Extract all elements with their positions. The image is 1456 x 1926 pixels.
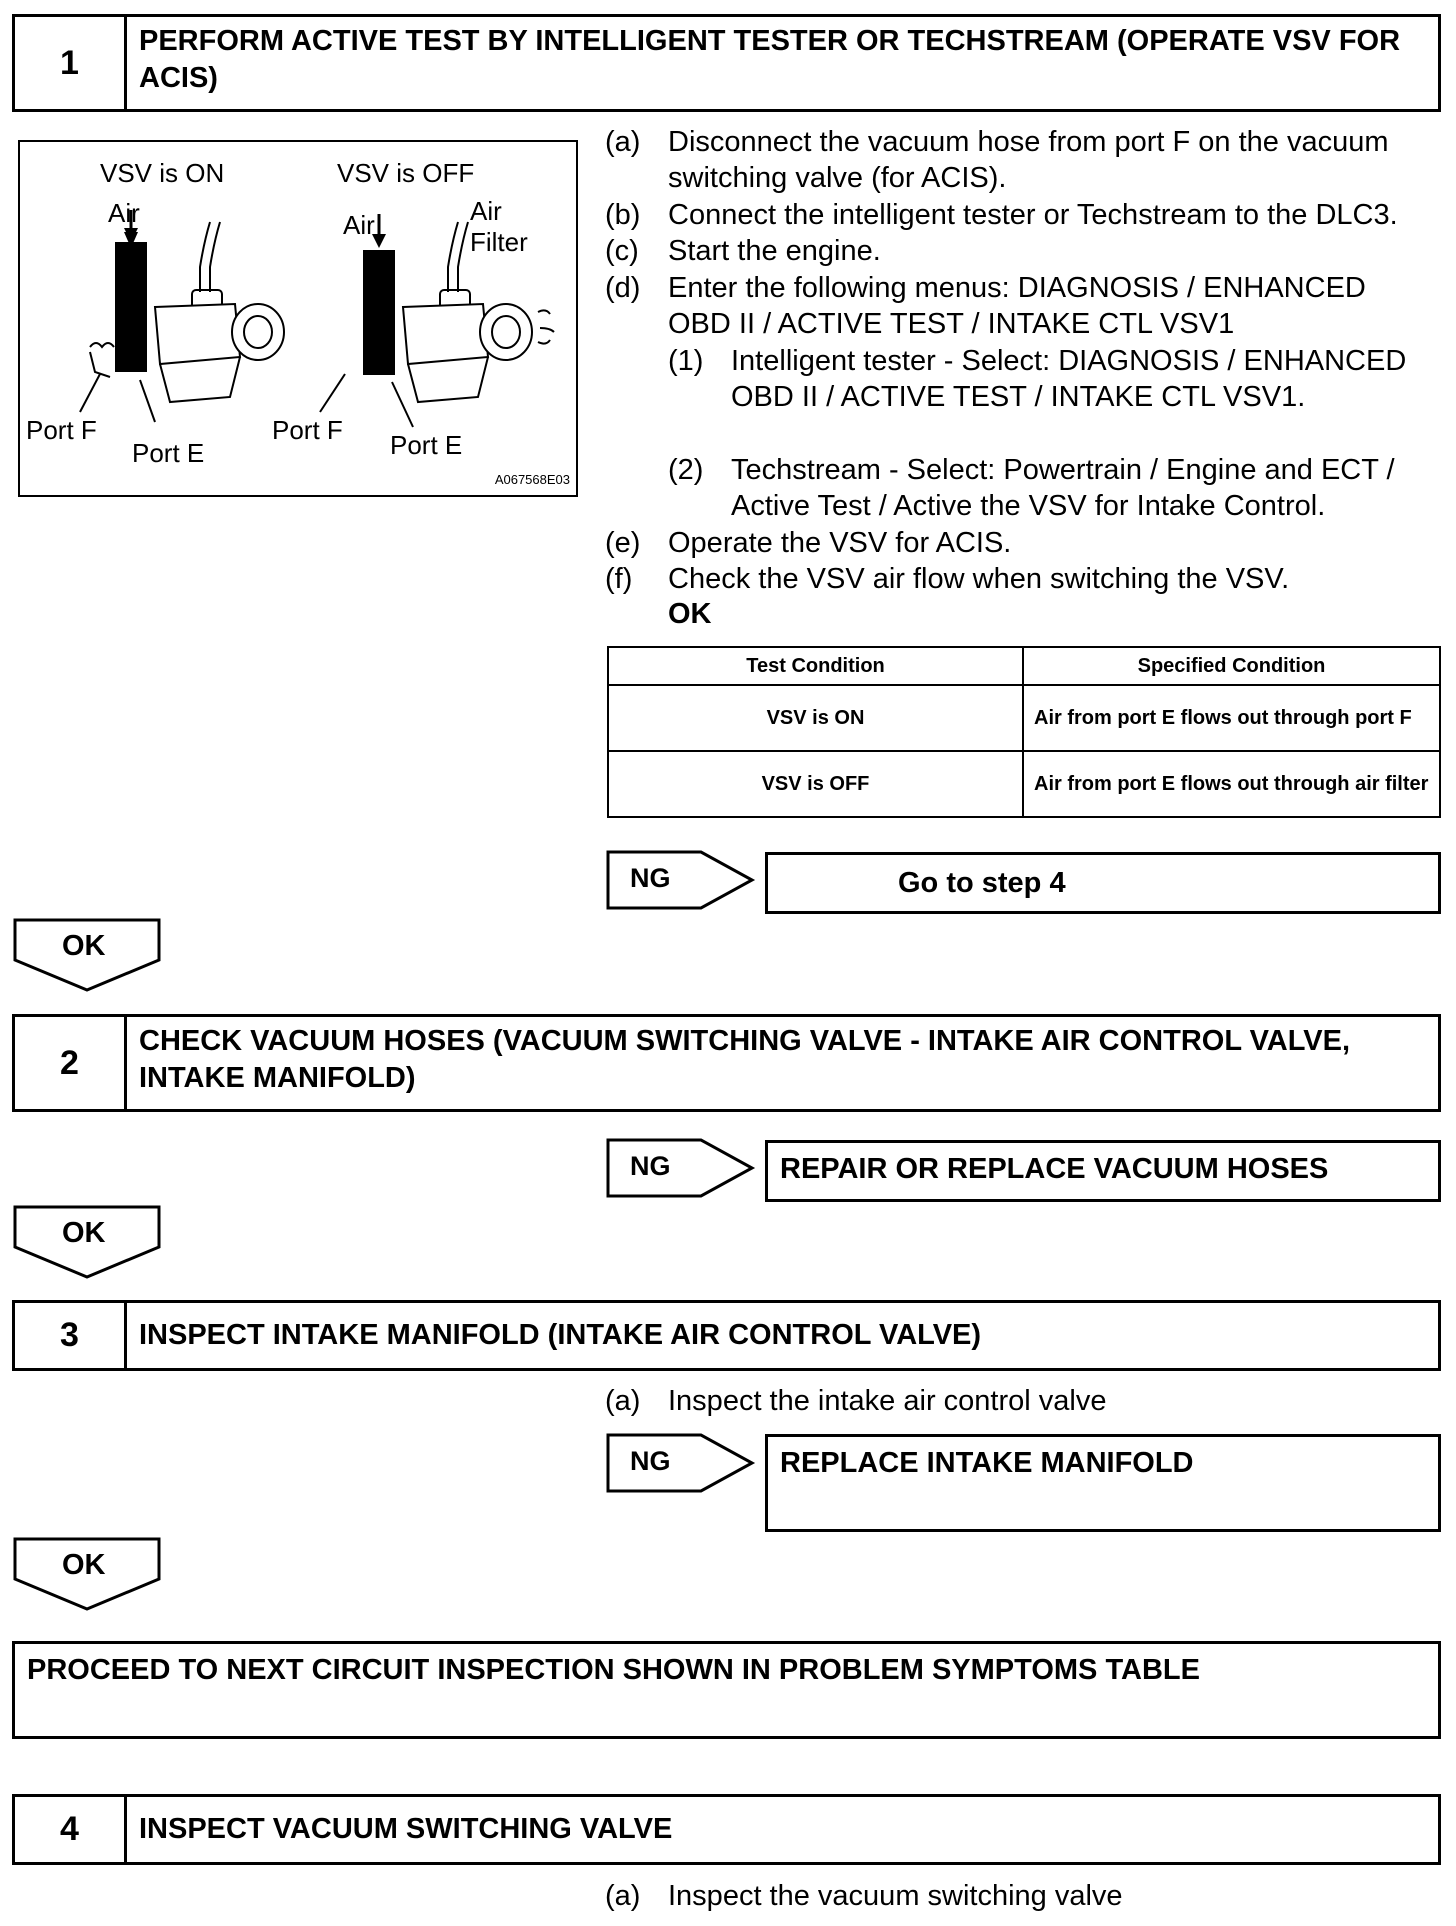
table-header: Specified Condition (1023, 647, 1440, 685)
step-title: INSPECT VACUUM SWITCHING VALVE (139, 1813, 673, 1845)
item-text: Enter the following menus: DIAGNOSIS / ENHANCED OBD II / ACTIVE TEST / INTAKE CTL VSV1 (668, 272, 1366, 340)
step-title: PERFORM ACTIVE TEST BY INTELLIGENT TESTER OR TECHSTREAM (OPERATE VSV FOR ACIS) (139, 25, 1401, 94)
repair-vacuum-hoses-box[interactable] (765, 1140, 1441, 1202)
ng-arrow-3 (606, 1433, 756, 1493)
step-title: INSPECT INTAKE MANIFOLD (INTAKE AIR CONTROL VALVE) (139, 1319, 982, 1351)
go-to-step-4-box[interactable] (765, 852, 1441, 914)
spec-table (607, 646, 1441, 818)
item-label: (a) (605, 1880, 641, 1912)
diagram-label-air-filter: Air Filter (470, 196, 528, 257)
ng-arrow-2 (606, 1138, 756, 1198)
step1-ok-text: OK (668, 598, 712, 630)
ng-result: REPAIR OR REPLACE VACUUM HOSES (780, 1153, 1329, 1185)
item-text: Intelligent tester - Select: DIAGNOSIS / ENHANCED OBD II / ACTIVE TEST / INTAKE CTL VSV1. (731, 345, 1407, 413)
item-text: Operate the VSV for ACIS. (668, 527, 1012, 559)
step-number: 1 (15, 17, 127, 109)
item-text: Start the engine. (668, 235, 881, 267)
step3-item-a (605, 1383, 1445, 1419)
step-4-header (12, 1794, 1441, 1865)
item-text: Techstream - Select: Powertrain / Engine and ECT / Active Test / Active the VSV for Intake Control. (731, 454, 1395, 522)
diagram-label-port-f-left: Port F (26, 415, 97, 445)
item-text: Check the VSV air flow when switching the VSV. (668, 563, 1290, 595)
ok-label: OK (62, 1549, 106, 1581)
step1-subitem-2 (668, 452, 1448, 524)
step1-item-a (605, 124, 1445, 196)
table-row (608, 685, 1440, 751)
diagram-label-air-left: Air (108, 198, 140, 228)
diagram-label-port-e-left: Port E (132, 438, 205, 468)
item-label: (e) (605, 527, 641, 559)
table-cell: Air from port E flows out through port F (1023, 685, 1440, 751)
table-header: Test Condition (608, 647, 1023, 685)
vsv-diagram (18, 140, 578, 497)
step-1-header (12, 14, 1441, 112)
diagram-code: A067568E03 (494, 472, 570, 487)
diagram-label-vsv-on: VSV is ON (100, 158, 225, 188)
ng-result: REPLACE INTAKE MANIFOLD (780, 1447, 1194, 1479)
item-label: (f) (605, 563, 633, 595)
proceed-text: PROCEED TO NEXT CIRCUIT INSPECTION SHOWN IN PROBLEM SYMPTOMS TABLE (27, 1654, 1200, 1686)
step1-item-f (605, 561, 1445, 597)
item-label: (2) (668, 454, 704, 486)
item-label: (c) (605, 235, 639, 267)
step-title: CHECK VACUUM HOSES (VACUUM SWITCHING VALVE - INTAKE AIR CONTROL VALVE, INTAKE MANIFOLD) (139, 1025, 1351, 1094)
ng-label: NG (630, 863, 671, 893)
item-text: Disconnect the vacuum hose from port F on the vacuum switching valve (for ACIS). (668, 126, 1389, 194)
step1-item-d (605, 270, 1425, 342)
step1-item-b (605, 197, 1445, 233)
diagram-label-air-right: Air (343, 210, 375, 240)
ng-result: Go to step 4 (898, 867, 1066, 899)
table-cell: VSV is OFF (608, 751, 1023, 817)
item-label: (a) (605, 1385, 641, 1417)
ng-arrow-1 (606, 850, 756, 910)
step-number: 3 (15, 1303, 127, 1368)
vsv-valve-illustration (20, 142, 576, 495)
item-text: Inspect the vacuum switching valve (668, 1880, 1123, 1912)
step-number: 4 (15, 1797, 127, 1862)
diagram-label-vsv-off: VSV is OFF (337, 158, 475, 188)
proceed-box[interactable] (12, 1641, 1441, 1739)
item-text: Connect the intelligent tester or Techstream to the DLC3. (668, 199, 1398, 231)
step1-subitem-1 (668, 343, 1443, 451)
ng-label: NG (630, 1151, 671, 1181)
table-cell: VSV is ON (608, 685, 1023, 751)
diagram-label-port-e-right: Port E (390, 430, 463, 460)
table-row (608, 751, 1440, 817)
step4-item-a (605, 1878, 1445, 1914)
step-2-header (12, 1014, 1441, 1112)
table-header-row (608, 647, 1440, 685)
ng-label: NG (630, 1446, 671, 1476)
ok-label: OK (62, 1217, 106, 1249)
item-label: (1) (668, 345, 704, 377)
item-label: (b) (605, 199, 641, 231)
step-3-header (12, 1300, 1441, 1371)
step1-item-e (605, 525, 1445, 561)
table-cell: Air from port E flows out through air filter (1023, 751, 1440, 817)
replace-intake-manifold-box[interactable] (765, 1434, 1441, 1532)
ok-label: OK (62, 930, 106, 962)
item-label: (d) (605, 272, 641, 304)
step-number: 2 (15, 1017, 127, 1109)
step1-item-c (605, 233, 1445, 269)
diagram-label-port-f-right: Port F (272, 415, 343, 445)
item-text: Inspect the intake air control valve (668, 1385, 1107, 1417)
item-label: (a) (605, 126, 641, 158)
